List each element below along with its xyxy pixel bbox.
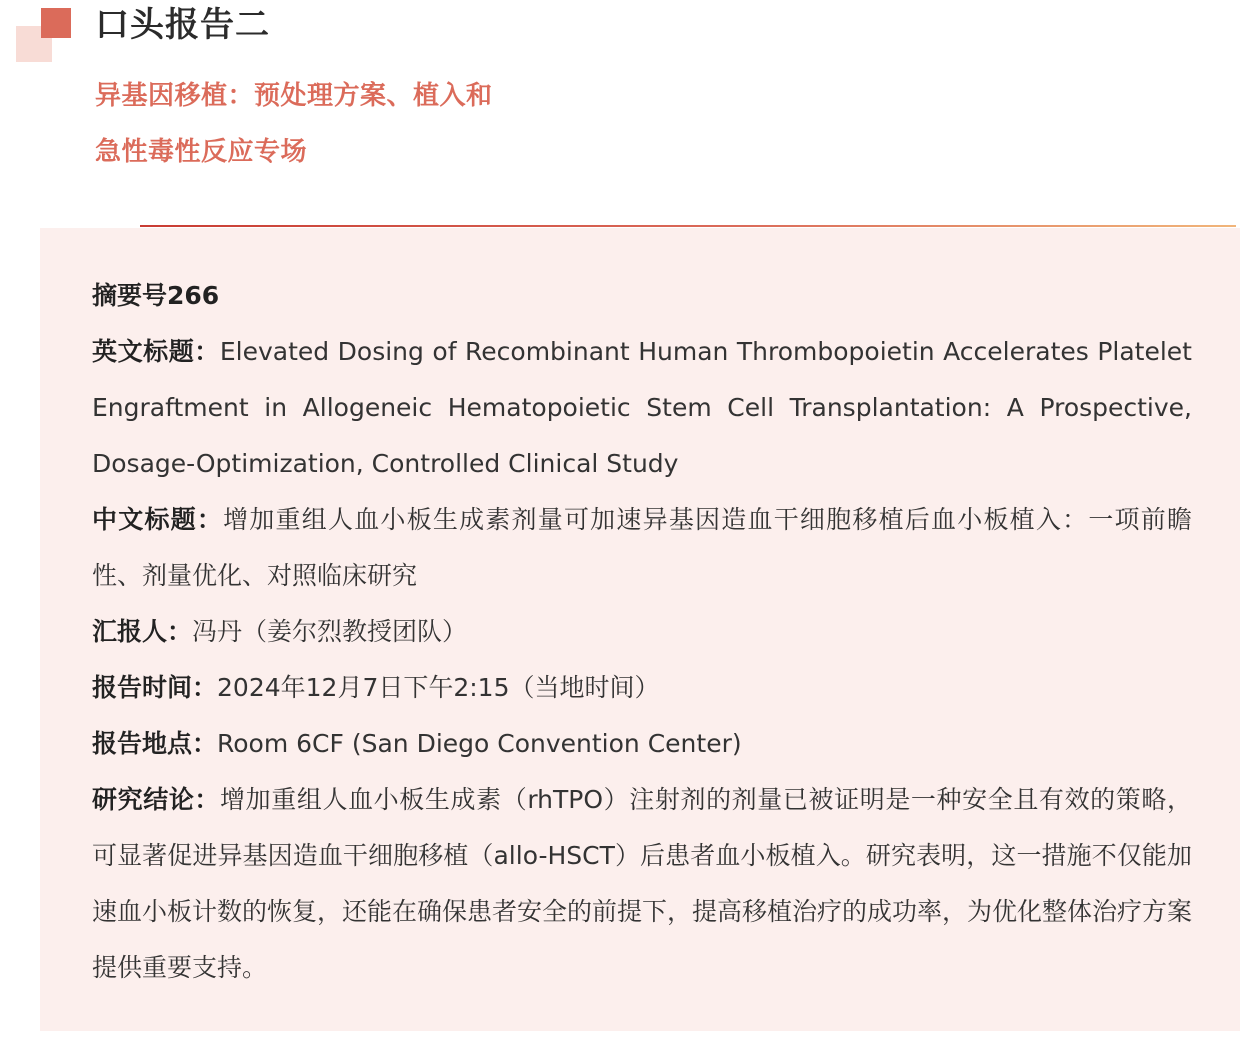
abstract-card bbox=[40, 228, 1240, 1031]
chinese-title-value: 增加重组人血小板生成素剂量可加速异基因造血干细胞移植后血小板植入：一项前瞻性、剂量优化、对照临床研究 bbox=[92, 505, 1192, 590]
conclusion-field bbox=[92, 772, 1192, 996]
english-title-value: Elevated Dosing of Recombinant Human Thrombopoietin Accelerates Platelet Engraftment in Allogeneic Hematopoietic Stem Cell Transplantation: A Prospective, Dosage-Optimization, Controlled Clinical Study bbox=[92, 337, 1192, 478]
field-label: 汇报人： bbox=[92, 617, 193, 646]
report-time-field bbox=[92, 660, 1192, 716]
field-label: 报告地点： bbox=[92, 729, 218, 758]
report-location-value: Room 6CF (San Diego Convention Center) bbox=[217, 729, 742, 758]
presenter-field bbox=[92, 604, 1192, 660]
field-label: 英文标题： bbox=[92, 337, 220, 366]
presenter-value: 冯丹（姜尔烈教授团队） bbox=[192, 617, 468, 646]
report-time-value: 2024年12月7日下午2:15（当地时间） bbox=[217, 673, 660, 702]
field-label: 研究结论： bbox=[92, 785, 221, 814]
field-label: 中文标题： bbox=[92, 505, 224, 534]
abstract-number: 摘要号266 bbox=[92, 281, 220, 310]
chinese-title-field bbox=[92, 492, 1192, 604]
abstract-body bbox=[92, 268, 1192, 996]
decorative-square-accent bbox=[41, 8, 71, 38]
subtitle-line: 异基因移植：预处理方案、植入和 bbox=[95, 81, 493, 111]
session-subtitle bbox=[95, 68, 695, 180]
subtitle-line: 急性毒性反应专场 bbox=[95, 137, 308, 167]
field-label: 报告时间： bbox=[92, 673, 218, 702]
conclusion-value: 增加重组人血小板生成素（rhTPO）注射剂的剂量已被证明是一种安全且有效的策略，可显著促进异基因造血干细胞移植（allo-HSCT）后患者血小板植入。研究表明，这一措施不仅能加速血小板计数的恢复，还能在确保患者安全的前提下，提高移植治疗的成功率，为优化整体治疗方案提供重要支持。 bbox=[92, 785, 1193, 982]
section-divider bbox=[140, 225, 1236, 227]
report-location-field bbox=[92, 716, 1192, 772]
section-title: 口头报告二 bbox=[95, 5, 270, 45]
english-title-field bbox=[92, 324, 1192, 492]
